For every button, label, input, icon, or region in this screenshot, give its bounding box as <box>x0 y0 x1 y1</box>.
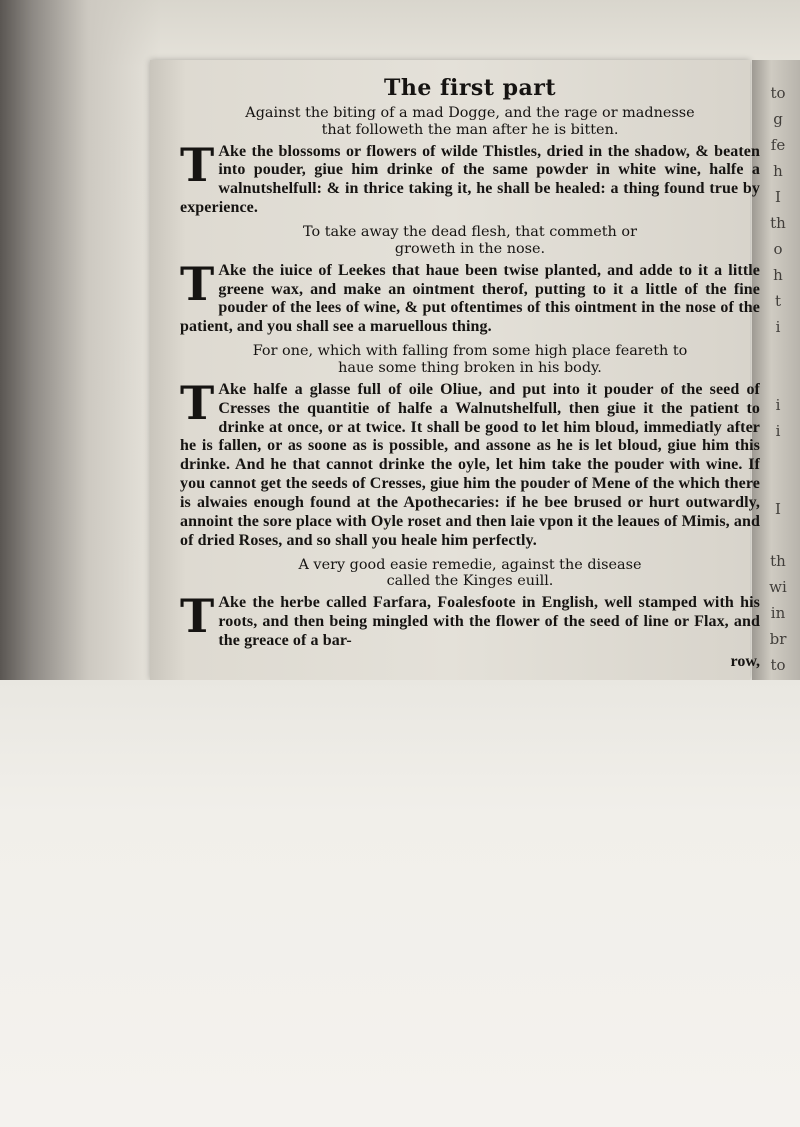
heading-line: A very good easie remedie, against the disease <box>298 556 642 573</box>
adjacent-fragment: th <box>770 214 786 232</box>
adjacent-fragment: wi <box>769 578 787 596</box>
heading-line: haue some thing broken in his body. <box>338 359 602 376</box>
heading-line: To take away the dead flesh, that commeth or <box>303 224 637 241</box>
adjacent-fragment: o <box>773 240 783 258</box>
adjacent-fragment: to <box>770 656 786 674</box>
section-heading <box>180 557 760 591</box>
section-paragraph <box>180 375 760 551</box>
adjacent-fragment: th <box>770 552 786 570</box>
page-text <box>180 75 760 672</box>
drop-cap: T <box>180 137 215 192</box>
heading-line: that followeth the man after he is bitten. <box>321 121 619 138</box>
paragraph-text: Ake the iuice of Leekes that haue been twise planted, and adde to it a little greene wax, and make an ointment therof, putting to it a little of the fine pouder of the lees of wine, & put oftentimes of this ointment in the nose of the patient, and you shall see a maruellous thing. <box>180 261 760 336</box>
heading-line: groweth in the nose. <box>394 240 546 257</box>
adjacent-fragment: g <box>773 110 783 128</box>
section-heading <box>180 105 760 139</box>
heading-line: called the Kinges euill. <box>386 573 554 590</box>
section-paragraph <box>180 137 760 219</box>
drop-cap: T <box>180 256 215 311</box>
section-falling <box>180 343 760 550</box>
adjacent-fragment: to <box>770 84 786 102</box>
catchword: row, <box>730 652 760 670</box>
adjacent-fragment: h <box>773 162 783 180</box>
paragraph-text: Ake the herbe called Farfara, Foalesfoote in English, well stamped with his roots, and then being mingled with the flower of the seed of line or Flax, and the greace of a bar- <box>218 594 760 649</box>
adjacent-fragment: I <box>775 188 781 206</box>
section-heading <box>180 224 760 258</box>
section-dead-flesh <box>180 224 760 337</box>
running-title: The first part <box>383 75 557 101</box>
section-mad-dog <box>180 105 760 218</box>
adjacent-fragment: in <box>770 604 786 622</box>
adjacent-fragment <box>758 444 798 470</box>
adjacent-page-fragments <box>758 80 798 680</box>
section-paragraph <box>180 589 760 651</box>
section-paragraph <box>180 256 760 338</box>
blank-lower-area <box>0 680 800 1127</box>
adjacent-fragment: i <box>775 318 781 336</box>
adjacent-fragment <box>758 366 798 392</box>
adjacent-fragment: i <box>775 422 781 440</box>
adjacent-fragment <box>758 522 798 548</box>
adjacent-fragment: h <box>773 266 783 284</box>
adjacent-fragment: br <box>769 630 787 648</box>
section-heading <box>180 343 760 377</box>
adjacent-fragment: fe <box>770 136 786 154</box>
paragraph-text: Ake halfe a glasse full of oile Oliue, and put into it pouder of the seed of Cresses the quantitie of halfe a Walnutshelfull, then giue it the patient to drinke at once, or at twice. It shall be good to let him bloud, immediatly after he is fallen, or as soone as is possible, and assone as he is let bloud, giue him this drinke. And he that cannot drinke the oyle, let him take the pouder with wine. If you cannot get the seeds of Cresses, giue him the pouder of Mene of the which there is alwaies enough found at the Apothecaries: if he bee brused or hurt outwardly, annoint the sore place with Oyle roset and then laie vpon it the leaues of Mimis, and of dried Roses, and so shall you heale him perfectly. <box>180 380 760 549</box>
drop-cap: T <box>180 375 215 430</box>
heading-line: For one, which with falling from some high place feareth to <box>252 343 688 360</box>
section-kings-evil <box>180 557 760 651</box>
adjacent-fragment: t <box>774 292 782 310</box>
drop-cap: T <box>180 589 215 644</box>
adjacent-fragment: i <box>775 396 781 414</box>
adjacent-fragment <box>758 340 798 366</box>
paragraph-text: Ake the blossoms or flowers of wilde Thistles, dried in the shadow, & beaten into pouder, giue him drinke of the same powder in white wine, halfe a walnutshelfull: & in thrice taking it, he shall be healed: a thing found true by experience. <box>180 142 760 217</box>
adjacent-fragment: I <box>775 500 781 518</box>
heading-line: Against the biting of a mad Dogge, and the rage or madnesse <box>245 105 695 121</box>
adjacent-fragment <box>758 470 798 496</box>
